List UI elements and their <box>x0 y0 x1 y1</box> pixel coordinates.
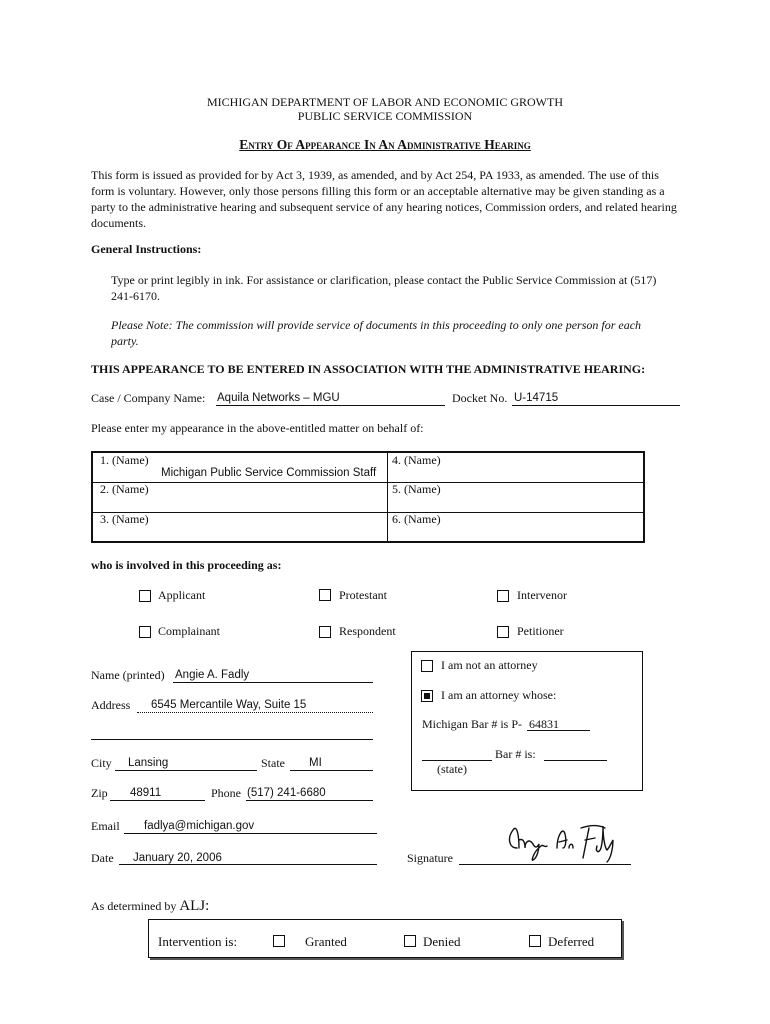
instructions-heading: General Instructions: <box>91 242 202 256</box>
name-printed-label: Name (printed) <box>91 668 165 682</box>
form-title: Entry Of Appearance In An Administrative Hearing <box>239 137 531 152</box>
mi-bar-field[interactable]: 64831 <box>529 717 559 731</box>
names-row-divider-2 <box>93 512 643 513</box>
instructions-body: Type or print legibly in ink. For assistance or clarification, please contact the Public Service Commission at (517) 241-6170. <box>111 273 657 303</box>
docket-line <box>512 405 680 406</box>
alj-abbrev: ALJ: <box>179 898 210 914</box>
applicant-label: Applicant <box>158 588 206 602</box>
complainant-checkbox[interactable] <box>139 626 151 638</box>
name-1-field[interactable]: Michigan Public Service Commission Staff <box>161 467 377 479</box>
name-6-label: 6. (Name) <box>392 512 441 526</box>
address-line <box>137 712 373 713</box>
denied-label: Denied <box>423 934 461 949</box>
other-bar-line[interactable] <box>544 760 607 761</box>
intervenor-checkbox[interactable] <box>497 590 509 602</box>
intervenor-label: Intervenor <box>517 588 567 602</box>
phone-field[interactable]: (517) 241-6680 <box>247 787 326 799</box>
deferred-label: Deferred <box>548 934 595 949</box>
phone-label: Phone <box>211 786 241 800</box>
state-field[interactable]: MI <box>309 757 322 769</box>
date-label: Date <box>91 851 114 865</box>
other-state-line[interactable] <box>422 760 492 761</box>
protestant-checkbox[interactable] <box>319 589 331 601</box>
names-table <box>91 451 645 543</box>
name-4-label: 4. (Name) <box>392 453 441 467</box>
instructions-note: Please Note: The commission will provide service of documents in this proceeding to only one person for each party. <box>111 318 642 348</box>
name-3-label: 3. (Name) <box>100 512 149 526</box>
granted-checkbox[interactable] <box>273 935 285 947</box>
address-line-2[interactable] <box>91 739 373 740</box>
association-heading: THIS APPEARANCE TO BE ENTERED IN ASSOCIATION WITH THE ADMINISTRATIVE HEARING: <box>91 362 646 376</box>
company-field[interactable]: Aquila Networks – MGU <box>217 392 340 404</box>
respondent-checkbox[interactable] <box>319 626 331 638</box>
is-attorney-checkbox[interactable] <box>421 690 433 702</box>
address-label: Address <box>91 698 131 712</box>
complainant-label: Complainant <box>158 624 220 638</box>
city-label: City <box>91 756 112 770</box>
email-label: Email <box>91 819 120 833</box>
zip-field[interactable]: 48911 <box>130 787 162 799</box>
state-field-label: State <box>261 756 285 770</box>
respondent-label: Respondent <box>339 624 396 638</box>
mi-bar-label: Michigan Bar # is P- <box>422 717 522 731</box>
commission-name: PUBLIC SERVICE COMMISSION <box>297 109 473 123</box>
alj-label <box>91 898 209 915</box>
intro-paragraph: This form is issued as provided for by Act 3, 1939, as amended, and by Act 254, PA 1933, as amended. The use of this form is voluntary. However, only those persons filling this form or an acceptable alternative may be given standing as a party to the administrative hearing and subsequent service of any hearing notices, Commission orders, and related hearing documents. <box>91 168 677 230</box>
state-line <box>290 770 373 771</box>
zip-label: Zip <box>91 786 108 800</box>
date-line <box>119 864 377 865</box>
not-attorney-label: I am not an attorney <box>441 658 538 672</box>
behalf-text: Please enter my appearance in the above-entitled matter on behalf of: <box>91 421 424 435</box>
signature-label: Signature <box>407 851 453 865</box>
email-line <box>124 833 377 834</box>
docket-label: Docket No. <box>452 391 508 405</box>
signature-image <box>503 818 623 866</box>
name-1-label: 1. (Name) <box>100 453 149 467</box>
company-label: Case / Company Name: <box>91 391 206 405</box>
email-field[interactable]: fadlya@michigan.gov <box>144 820 255 832</box>
alj-determined-text: As determined by <box>91 899 177 913</box>
company-line <box>216 405 445 406</box>
applicant-checkbox[interactable] <box>139 590 151 602</box>
name-5-label: 5. (Name) <box>392 482 441 496</box>
deferred-checkbox[interactable] <box>529 935 541 947</box>
intervention-label: Intervention is: <box>158 934 238 949</box>
other-bar-label: Bar # is: <box>495 747 536 761</box>
city-field[interactable]: Lansing <box>128 757 169 769</box>
granted-label: Granted <box>305 934 347 949</box>
name-2-label: 2. (Name) <box>100 482 149 496</box>
phone-line <box>246 800 373 801</box>
state-label: (state) <box>437 762 467 776</box>
involvement-heading: who is involved in this proceeding as: <box>91 558 282 572</box>
department-name: MICHIGAN DEPARTMENT OF LABOR AND ECONOMIC GROWTH <box>207 95 563 109</box>
petitioner-label: Petitioner <box>517 624 564 638</box>
denied-checkbox[interactable] <box>404 935 416 947</box>
petitioner-checkbox[interactable] <box>497 626 509 638</box>
address-field[interactable]: 6545 Mercantile Way, Suite 15 <box>151 699 307 711</box>
names-row-divider-1 <box>93 482 643 483</box>
names-table-divider <box>387 453 388 541</box>
city-line <box>115 770 257 771</box>
not-attorney-checkbox[interactable] <box>421 660 433 672</box>
protestant-label: Protestant <box>339 588 387 602</box>
docket-field[interactable]: U-14715 <box>514 392 559 404</box>
zip-line <box>110 800 205 801</box>
name-printed-field[interactable]: Angie A. Fadly <box>175 669 250 681</box>
is-attorney-label: I am an attorney whose: <box>441 688 557 702</box>
date-field[interactable]: January 20, 2006 <box>133 852 222 864</box>
name-printed-line <box>173 682 373 683</box>
